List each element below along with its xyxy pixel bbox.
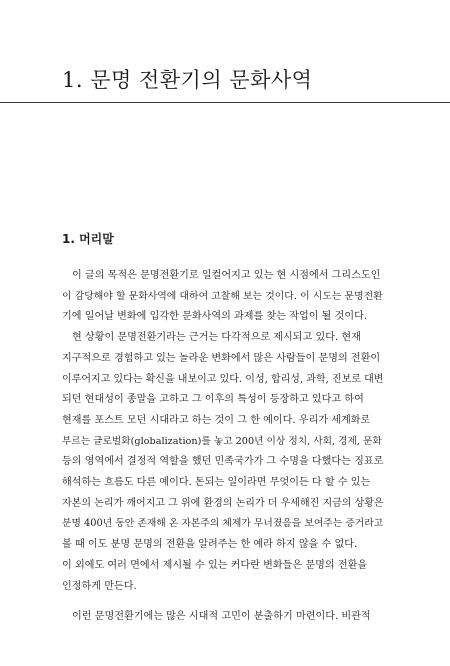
text-line: 되던 현대성이 종말을 고하고 그 이후의 특성이 등장하고 있다고 하여 — [62, 394, 364, 406]
text-line: 등의 영역에서 결정적 역할을 했던 민족국가가 그 수명을 다했다는 징표로 — [62, 456, 384, 468]
text-line: 이런 문명전환기에는 많은 시대적 고민이 분출하기 마련이다. 비관적 — [72, 611, 371, 623]
text-line: 이루어지고 있다는 확신을 내보이고 있다. 이성, 합리성, 과학, 진보로 대변 — [62, 373, 384, 385]
paragraph-2 — [62, 328, 384, 597]
text-line: 인정하게 만든다. — [62, 580, 137, 592]
text-line: 기에 일어날 변화에 입각한 문화사역의 과제를 찾는 작업이 될 것이다. — [62, 311, 368, 323]
text-line: 현재를 포스트 모던 시대라고 하는 것이 그 한 예이다. 우리가 세계화로 — [62, 414, 371, 426]
text-line: 이 감당해야 할 문화사역에 대하여 고찰해 보는 것이다. 이 시도는 문명전환 — [62, 290, 383, 302]
chapter-divider — [0, 102, 450, 103]
paragraph-3 — [62, 607, 384, 628]
text-line: 지구적으로 경험하고 있는 놀라운 변화에서 많은 사람들이 문명의 전환이 — [62, 352, 381, 364]
section-title: 1. 머리말 — [62, 232, 114, 246]
text-line: 볼 때 이도 분명 문명의 전환을 알려주는 한 예라 하지 않을 수 없다. — [62, 539, 358, 551]
text-line: 부르는 글로벌화(globalization)를 놓고 200년 이상 정치, 사회, 경제, 문화 — [62, 435, 382, 447]
paragraph-1 — [62, 266, 384, 328]
text-line: 분명 400년 동안 존재해 온 자본주의 체제가 무너졌음을 보여주는 증거라고 — [62, 518, 384, 530]
text-line: 해석하는 흐름도 다른 예이다. 돈되는 일이라면 무엇이든 다 할 수 있는 — [62, 477, 371, 489]
text-line: 이 글의 목적은 문명전환기로 일컬어지고 있는 현 시점에서 그리스도인 — [72, 270, 381, 281]
chapter-title: 1. 문명 전환기의 문화사역 — [62, 68, 313, 92]
body-text — [62, 266, 384, 628]
text-line: 이 외에도 여러 면에서 제시될 수 있는 커다란 변화들은 문명의 전환을 — [62, 559, 368, 571]
text-line: 현 상황이 문명전환기라는 근거는 다각적으로 제시되고 있다. 현재 — [72, 332, 361, 344]
text-line: 자본의 논리가 깨어지고 그 위에 환경의 논리가 더 우세해진 지금의 상황은 — [62, 497, 384, 509]
